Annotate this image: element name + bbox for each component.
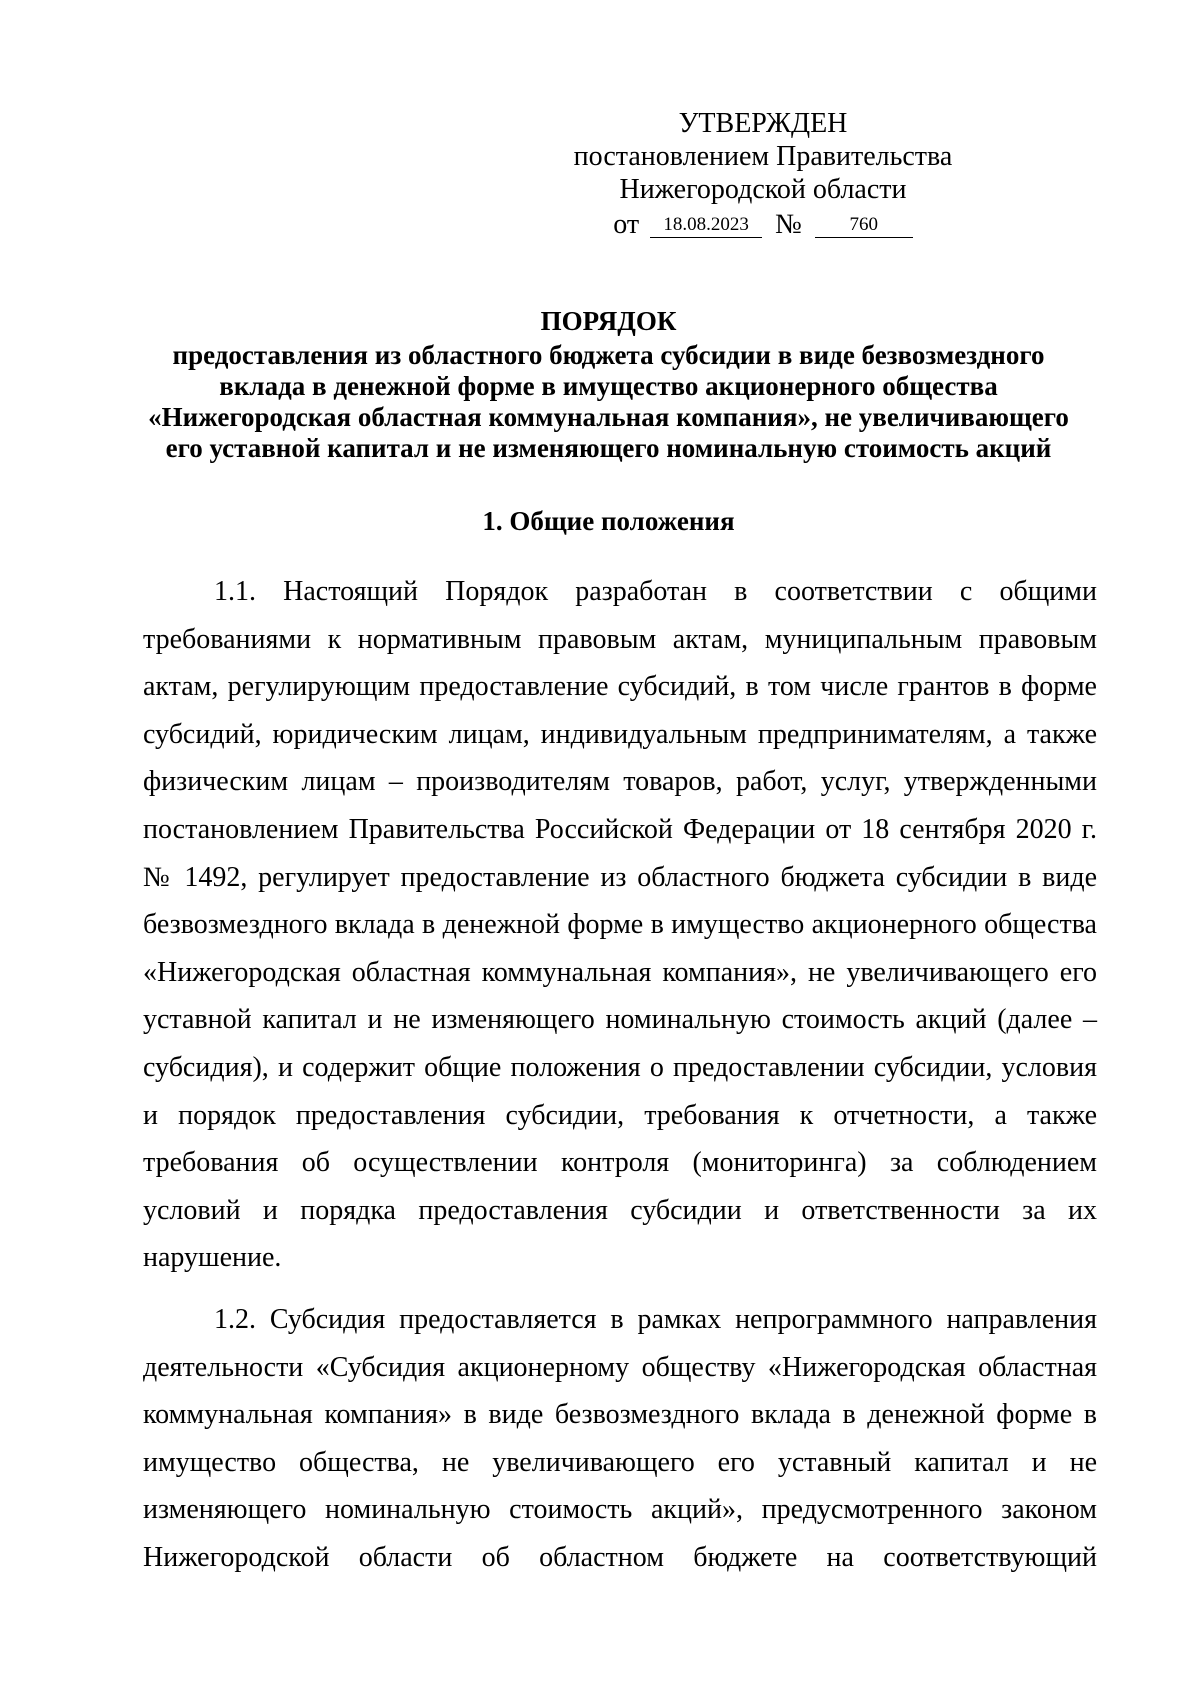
document-subtitle-line: вклада в денежной форме в имущество акционерного общества (219, 371, 998, 401)
approval-line-2: Нижегородской области (619, 174, 907, 205)
section-heading: 1. Общие положения (482, 506, 735, 536)
document-subtitle-line: его уставной капитал и не изменяющего номинальную стоимость акций (165, 433, 1052, 463)
approval-date: 18.08.2023 (650, 214, 762, 238)
approval-number: 760 (815, 214, 913, 238)
approval-stamp (540, 107, 986, 241)
paragraph-1-1: 1.1. Настоящий Порядок разработан в соответствии с общими требованиями к нормативным правовым актам, муниципальным правовым актам, регулирующим предоставление субсидий, в том числе грантов в форме субсидий, юридическим лицам, индивидуальным предпринимателям, а также физическим лицам – производителям товаров, работ, услуг, утвержденными постановлением Правительства Российской Федерации от 18 сентября 2020 г. № 1492, регулирует предоставление из областного бюджета субсидии в виде безвозмездного вклада в денежной форме в имущество акционерного общества «Нижегородская областная коммунальная компания», не увеличивающего его уставной капитал и не изменяющего номинальную стоимость акций (далее – субсидия), и содержит общие положения о предоставлении субсидии, условия и порядок предоставления субсидии, требования к отчетности, а также требования об осуществлении контроля (мониторинга) за соблюдением условий и порядка предоставления субсидии и ответственности за их нарушение. (143, 576, 1097, 1274)
approval-from-label: от (613, 209, 640, 240)
document-title: ПОРЯДОК (540, 306, 677, 336)
document-subtitle-line: «Нижегородская областная коммунальная компания», не увеличивающего (148, 402, 1069, 432)
approval-number-label: № (775, 209, 802, 240)
document-title-block (120, 306, 1097, 464)
approval-title: УТВЕРЖДЕН (678, 108, 848, 139)
approval-date-line (540, 208, 986, 241)
document-subtitle-line: предоставления из областного бюджета субсидии в виде безвозмездного (172, 340, 1045, 370)
approval-line-1: постановлением Правительства (573, 141, 953, 172)
paragraph-1-2: 1.2. Субсидия предоставляется в рамках непрограммного направления деятельности «Субсидия акционерному обществу «Нижегородская областная коммунальная компания» в виде безвозмездного вклада в денежной форме в имущество общества, не увеличивающего его уставный капитал и не изменяющего номинальную стоимость акций», предусмотренного законом Нижегородской области об областном бюджете на соответствующий (143, 1304, 1097, 1573)
